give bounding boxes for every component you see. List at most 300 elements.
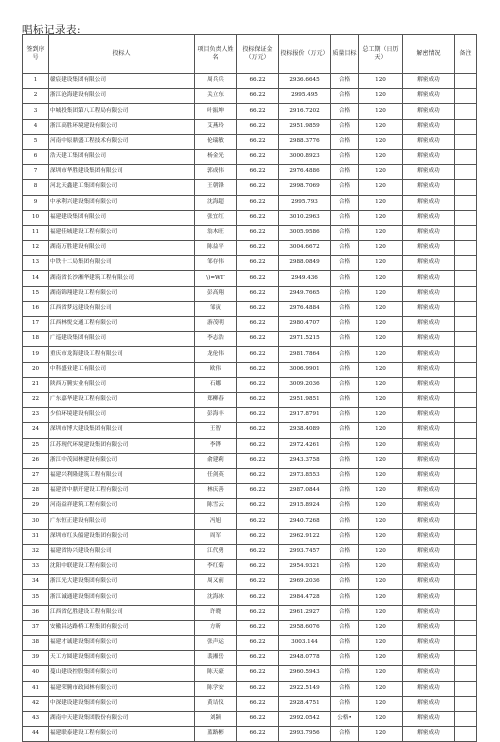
- note-cell: [455, 301, 477, 316]
- note-cell: [455, 575, 477, 590]
- decrypt-cell: 解密成功: [403, 711, 455, 726]
- table-row: [23, 651, 477, 666]
- seq-cell: 24: [23, 423, 49, 438]
- note-cell: [455, 149, 477, 164]
- quality-cell: 合格: [331, 377, 359, 392]
- bidder-cell: 赣宸建设集团有限公司: [49, 74, 195, 89]
- bidder-cell: 中科盛业建工有限公司: [49, 362, 195, 377]
- price-cell: 2981.7864: [279, 347, 331, 362]
- decrypt-cell: 解密成功: [403, 256, 455, 271]
- manager-cell: 江代勇: [195, 544, 237, 559]
- header-duration: 总工期（日历天）: [359, 35, 403, 74]
- decrypt-cell: 解密成功: [403, 195, 455, 210]
- manager-cell: 郑柳春: [195, 392, 237, 407]
- duration-cell: 120: [359, 74, 403, 89]
- seq-cell: 37: [23, 620, 49, 635]
- manager-cell: 游茂明: [195, 317, 237, 332]
- deposit-cell: 66.22: [237, 165, 279, 180]
- decrypt-cell: 解密成功: [403, 635, 455, 650]
- seq-cell: 43: [23, 711, 49, 726]
- seq-cell: 3: [23, 104, 49, 119]
- quality-cell: 合格: [331, 392, 359, 407]
- deposit-cell: 66.22: [237, 317, 279, 332]
- manager-cell: 刘颍: [195, 711, 237, 726]
- price-cell: 2922.5149: [279, 681, 331, 696]
- table-row: [23, 74, 477, 89]
- price-cell: 2976.4886: [279, 165, 331, 180]
- seq-cell: 18: [23, 332, 49, 347]
- table-row: [23, 423, 477, 438]
- price-cell: 2984.4728: [279, 590, 331, 605]
- price-cell: 2951.9859: [279, 119, 331, 134]
- deposit-cell: 66.22: [237, 453, 279, 468]
- seq-cell: 15: [23, 286, 49, 301]
- table-row: [23, 149, 477, 164]
- decrypt-cell: 解密成功: [403, 134, 455, 149]
- quality-cell: 合格: [331, 681, 359, 696]
- price-cell: 3009.2036: [279, 377, 331, 392]
- price-cell: 2976.4884: [279, 301, 331, 316]
- deposit-cell: 66.22: [237, 529, 279, 544]
- duration-cell: 120: [359, 560, 403, 575]
- quality-cell: 合格: [331, 317, 359, 332]
- decrypt-cell: 解密成功: [403, 408, 455, 423]
- seq-cell: 17: [23, 317, 49, 332]
- quality-cell: 合格: [331, 362, 359, 377]
- note-cell: [455, 392, 477, 407]
- decrypt-cell: 解密成功: [403, 149, 455, 164]
- deposit-cell: 66.22: [237, 362, 279, 377]
- table-row: [23, 392, 477, 407]
- note-cell: [455, 423, 477, 438]
- duration-cell: 120: [359, 590, 403, 605]
- note-cell: [455, 317, 477, 332]
- seq-cell: 11: [23, 225, 49, 240]
- duration-cell: 120: [359, 620, 403, 635]
- manager-cell: 龙伦伟: [195, 347, 237, 362]
- header-bidder: 投标人: [49, 35, 195, 74]
- manager-cell: 任剑英: [195, 468, 237, 483]
- quality-cell: 合格: [331, 104, 359, 119]
- duration-cell: 120: [359, 408, 403, 423]
- deposit-cell: 66.22: [237, 89, 279, 104]
- deposit-cell: 66.22: [237, 681, 279, 696]
- decrypt-cell: 解密成功: [403, 210, 455, 225]
- seq-cell: 14: [23, 271, 49, 286]
- duration-cell: 120: [359, 89, 403, 104]
- duration-cell: 120: [359, 727, 403, 742]
- decrypt-cell: 解密成功: [403, 271, 455, 286]
- decrypt-cell: 解密成功: [403, 347, 455, 362]
- table-row: [23, 119, 477, 134]
- deposit-cell: 66.22: [237, 119, 279, 134]
- note-cell: [455, 210, 477, 225]
- duration-cell: 120: [359, 180, 403, 195]
- table-row: [23, 104, 477, 119]
- bidder-cell: 福建建设集团有限公司: [49, 210, 195, 225]
- duration-cell: 120: [359, 468, 403, 483]
- bidder-cell: 浙江诚通建设集团有限公司: [49, 590, 195, 605]
- table-row: [23, 590, 477, 605]
- bidder-cell: 湖南省长沙湘华建筑工程有限公司: [49, 271, 195, 286]
- quality-cell: 合格: [331, 499, 359, 514]
- price-cell: 2916.7202: [279, 104, 331, 119]
- price-cell: 2988.0849: [279, 256, 331, 271]
- note-cell: [455, 347, 477, 362]
- duration-cell: 120: [359, 104, 403, 119]
- duration-cell: 120: [359, 681, 403, 696]
- table-row: [23, 635, 477, 650]
- seq-cell: 30: [23, 514, 49, 529]
- table-row: [23, 271, 477, 286]
- bidder-cell: 广巡建设集团有限公司: [49, 332, 195, 347]
- note-cell: [455, 468, 477, 483]
- note-cell: [455, 332, 477, 347]
- decrypt-cell: 解密成功: [403, 590, 455, 605]
- manager-cell: 邹存伟: [195, 256, 237, 271]
- manager-cell: 郭成伟: [195, 165, 237, 180]
- price-cell: 2928.4751: [279, 696, 331, 711]
- price-cell: 3003.144: [279, 635, 331, 650]
- manager-cell: 欧伟: [195, 362, 237, 377]
- manager-cell: 周军: [195, 529, 237, 544]
- duration-cell: 120: [359, 605, 403, 620]
- note-cell: [455, 225, 477, 240]
- bidder-cell: 安徽昌达路桥工程集团有限公司: [49, 620, 195, 635]
- quality-cell: 合格: [331, 180, 359, 195]
- decrypt-cell: 解密成功: [403, 317, 455, 332]
- table-header-row: [23, 35, 477, 74]
- duration-cell: 120: [359, 362, 403, 377]
- table-row: [23, 666, 477, 681]
- quality-cell: 合格: [331, 575, 359, 590]
- price-cell: 2993.7956: [279, 727, 331, 742]
- deposit-cell: 66.22: [237, 484, 279, 499]
- quality-cell: 合格: [331, 286, 359, 301]
- quality-cell: 公格•: [331, 711, 359, 726]
- bidder-cell: 江西林悦交通工程有限公司: [49, 317, 195, 332]
- duration-cell: 120: [359, 392, 403, 407]
- duration-cell: 120: [359, 195, 403, 210]
- manager-cell: 石娜: [195, 377, 237, 392]
- bidder-cell: 中铁十二局集团有限公司: [49, 256, 195, 271]
- deposit-cell: 66.22: [237, 711, 279, 726]
- duration-cell: 120: [359, 241, 403, 256]
- deposit-cell: 66.22: [237, 104, 279, 119]
- seq-cell: 2: [23, 89, 49, 104]
- price-cell: 3010.2963: [279, 210, 331, 225]
- manager-cell: 彭高翔: [195, 286, 237, 301]
- decrypt-cell: 解密成功: [403, 605, 455, 620]
- price-cell: 2971.5215: [279, 332, 331, 347]
- quality-cell: 合格: [331, 119, 359, 134]
- table-body: [23, 74, 477, 742]
- decrypt-cell: 解密成功: [403, 119, 455, 134]
- deposit-cell: 66.22: [237, 696, 279, 711]
- quality-cell: 合格: [331, 210, 359, 225]
- seq-cell: 44: [23, 727, 49, 742]
- duration-cell: 120: [359, 484, 403, 499]
- seq-cell: 9: [23, 195, 49, 210]
- quality-cell: 合格: [331, 271, 359, 286]
- seq-cell: 16: [23, 301, 49, 316]
- manager-cell: 李铧: [195, 438, 237, 453]
- seq-cell: 20: [23, 362, 49, 377]
- bidder-cell: 浩天建工集团有限公司: [49, 149, 195, 164]
- table-row: [23, 286, 477, 301]
- bidder-cell: 陕西万腾实业有限公司: [49, 377, 195, 392]
- manager-cell: 张声运: [195, 635, 237, 650]
- manager-cell: 李红菊: [195, 560, 237, 575]
- bidder-cell: 沈阳中联建设工程有限公司: [49, 560, 195, 575]
- duration-cell: 120: [359, 514, 403, 529]
- seq-cell: 1: [23, 74, 49, 89]
- price-cell: 3004.6672: [279, 241, 331, 256]
- bidder-cell: 中深建设建设集团有限公司: [49, 696, 195, 711]
- note-cell: [455, 271, 477, 286]
- header-price: 投标报价（万元）: [279, 35, 331, 74]
- duration-cell: 120: [359, 423, 403, 438]
- decrypt-cell: 解密成功: [403, 560, 455, 575]
- deposit-cell: 66.22: [237, 180, 279, 195]
- duration-cell: 120: [359, 575, 403, 590]
- duration-cell: 120: [359, 301, 403, 316]
- manager-cell: \)=WΓ: [195, 271, 237, 286]
- note-cell: [455, 165, 477, 180]
- table-row: [23, 438, 477, 453]
- quality-cell: 合格: [331, 301, 359, 316]
- duration-cell: 120: [359, 453, 403, 468]
- manager-cell: 裴湘岳: [195, 651, 237, 666]
- price-cell: 2969.2036: [279, 575, 331, 590]
- decrypt-cell: 解密成功: [403, 180, 455, 195]
- bidder-cell: 福建才诚建设集团有限公司: [49, 635, 195, 650]
- table-row: [23, 696, 477, 711]
- price-cell: 2949.436: [279, 271, 331, 286]
- table-row: [23, 681, 477, 696]
- table-row: [23, 711, 477, 726]
- manager-cell: 翁木旺: [195, 225, 237, 240]
- quality-cell: 合格: [331, 651, 359, 666]
- seq-cell: 40: [23, 666, 49, 681]
- manager-cell: 陈雪云: [195, 499, 237, 514]
- quality-cell: 合格: [331, 134, 359, 149]
- quality-cell: 合格: [331, 620, 359, 635]
- deposit-cell: 66.22: [237, 575, 279, 590]
- header-seq: 签到序号: [23, 35, 49, 74]
- duration-cell: 120: [359, 711, 403, 726]
- table-row: [23, 514, 477, 529]
- seq-cell: 34: [23, 575, 49, 590]
- price-cell: 2949.7665: [279, 286, 331, 301]
- bidder-cell: 天工方圆建设集团有限公司: [49, 651, 195, 666]
- header-note: 备注: [455, 35, 477, 74]
- bidder-cell: 福建荣腾市政园林有限公司: [49, 681, 195, 696]
- deposit-cell: 66.22: [237, 651, 279, 666]
- quality-cell: 合格: [331, 225, 359, 240]
- note-cell: [455, 256, 477, 271]
- seq-cell: 36: [23, 605, 49, 620]
- price-cell: 2961.2927: [279, 605, 331, 620]
- seq-cell: 31: [23, 529, 49, 544]
- table-row: [23, 134, 477, 149]
- price-cell: 2962.9122: [279, 529, 331, 544]
- decrypt-cell: 解密成功: [403, 74, 455, 89]
- price-cell: 2972.4261: [279, 438, 331, 453]
- table-row: [23, 301, 477, 316]
- decrypt-cell: 解密成功: [403, 225, 455, 240]
- table-row: [23, 575, 477, 590]
- deposit-cell: 66.22: [237, 347, 279, 362]
- duration-cell: 120: [359, 544, 403, 559]
- deposit-cell: 66.22: [237, 408, 279, 423]
- table-row: [23, 347, 477, 362]
- bidder-cell: 江西省亿胜建设工程有限公司: [49, 605, 195, 620]
- table-row: [23, 544, 477, 559]
- note-cell: [455, 514, 477, 529]
- deposit-cell: 66.22: [237, 438, 279, 453]
- duration-cell: 120: [359, 119, 403, 134]
- note-cell: [455, 195, 477, 210]
- decrypt-cell: 解密成功: [403, 377, 455, 392]
- duration-cell: 120: [359, 225, 403, 240]
- decrypt-cell: 解密成功: [403, 499, 455, 514]
- note-cell: [455, 104, 477, 119]
- bidder-cell: 浙江光大建设集团有限公司: [49, 575, 195, 590]
- quality-cell: 合格: [331, 438, 359, 453]
- price-cell: 2960.5943: [279, 666, 331, 681]
- price-cell: 2958.6076: [279, 620, 331, 635]
- duration-cell: 120: [359, 651, 403, 666]
- manager-cell: 沈海超: [195, 195, 237, 210]
- price-cell: 2993.7457: [279, 544, 331, 559]
- price-cell: 2936.6645: [279, 74, 331, 89]
- table-row: [23, 408, 477, 423]
- bidder-cell: 重庆市龙海建设工程有限公司: [49, 347, 195, 362]
- note-cell: [455, 635, 477, 650]
- seq-cell: 5: [23, 134, 49, 149]
- deposit-cell: 66.22: [237, 514, 279, 529]
- seq-cell: 42: [23, 696, 49, 711]
- bidder-cell: 深圳市博大建设集团有限公司: [49, 423, 195, 438]
- decrypt-cell: 解密成功: [403, 696, 455, 711]
- note-cell: [455, 560, 477, 575]
- price-cell: 2995.793: [279, 195, 331, 210]
- table-row: [23, 529, 477, 544]
- deposit-cell: 66.22: [237, 635, 279, 650]
- seq-cell: 38: [23, 635, 49, 650]
- deposit-cell: 66.22: [237, 271, 279, 286]
- seq-cell: 25: [23, 438, 49, 453]
- price-cell: 2917.8791: [279, 408, 331, 423]
- deposit-cell: 66.22: [237, 499, 279, 514]
- header-deposit: 投标保证金（万元）: [237, 35, 279, 74]
- bidder-cell: 深圳市华胜建设集团有限公司: [49, 165, 195, 180]
- deposit-cell: 66.22: [237, 392, 279, 407]
- quality-cell: 合格: [331, 529, 359, 544]
- manager-cell: 冯旭: [195, 514, 237, 529]
- deposit-cell: 66.22: [237, 195, 279, 210]
- table-row: [23, 180, 477, 195]
- quality-cell: 合格: [331, 468, 359, 483]
- duration-cell: 120: [359, 256, 403, 271]
- quality-cell: 合格: [331, 332, 359, 347]
- price-cell: 2988.3776: [279, 134, 331, 149]
- manager-cell: 周又前: [195, 575, 237, 590]
- duration-cell: 120: [359, 134, 403, 149]
- table-row: [23, 362, 477, 377]
- note-cell: [455, 74, 477, 89]
- table-row: [23, 605, 477, 620]
- manager-cell: 王智: [195, 423, 237, 438]
- bidder-cell: 浙江沧海建设有限公司: [49, 89, 195, 104]
- note-cell: [455, 438, 477, 453]
- quality-cell: 合格: [331, 453, 359, 468]
- price-cell: 2940.7268: [279, 514, 331, 529]
- table-row: [23, 499, 477, 514]
- deposit-cell: 66.22: [237, 149, 279, 164]
- note-cell: [455, 286, 477, 301]
- price-cell: 2938.4089: [279, 423, 331, 438]
- deposit-cell: 66.22: [237, 590, 279, 605]
- decrypt-cell: 解密成功: [403, 575, 455, 590]
- bidder-cell: 浙江中茂园林建设有限公司: [49, 453, 195, 468]
- table-row: [23, 89, 477, 104]
- bidder-cell: 浙江高胜环境建设有限公司: [49, 119, 195, 134]
- deposit-cell: 66.22: [237, 74, 279, 89]
- bidder-cell: 广东嘉华建设工程有限公司: [49, 392, 195, 407]
- note-cell: [455, 362, 477, 377]
- note-cell: [455, 499, 477, 514]
- manager-cell: 黄诘仪: [195, 696, 237, 711]
- quality-cell: 合格: [331, 696, 359, 711]
- manager-cell: 邹寅: [195, 301, 237, 316]
- header-decrypt: 解密情况: [403, 35, 455, 74]
- duration-cell: 120: [359, 635, 403, 650]
- quality-cell: 合格: [331, 165, 359, 180]
- decrypt-cell: 解密成功: [403, 666, 455, 681]
- header-quality: 质量目标: [331, 35, 359, 74]
- decrypt-cell: 解密成功: [403, 514, 455, 529]
- seq-cell: 23: [23, 408, 49, 423]
- manager-cell: 沈海冰: [195, 590, 237, 605]
- quality-cell: 合格: [331, 423, 359, 438]
- note-cell: [455, 590, 477, 605]
- price-cell: 2980.4707: [279, 317, 331, 332]
- manager-cell: 陈天豪: [195, 666, 237, 681]
- manager-cell: 杨金光: [195, 149, 237, 164]
- note-cell: [455, 241, 477, 256]
- price-cell: 2943.3758: [279, 453, 331, 468]
- seq-cell: 26: [23, 453, 49, 468]
- quality-cell: 合格: [331, 89, 359, 104]
- note-cell: [455, 696, 477, 711]
- price-cell: 2992.0542: [279, 711, 331, 726]
- note-cell: [455, 529, 477, 544]
- manager-cell: 周兵兵: [195, 74, 237, 89]
- note-cell: [455, 666, 477, 681]
- quality-cell: 合格: [331, 484, 359, 499]
- deposit-cell: 66.22: [237, 727, 279, 742]
- header-manager: 项目负责人姓名: [195, 35, 237, 74]
- deposit-cell: 66.22: [237, 560, 279, 575]
- note-cell: [455, 408, 477, 423]
- price-cell: 2954.9321: [279, 560, 331, 575]
- seq-cell: 7: [23, 165, 49, 180]
- seq-cell: 29: [23, 499, 49, 514]
- decrypt-cell: 解密成功: [403, 484, 455, 499]
- bidder-cell: 湖南万胜建设有限公司: [49, 241, 195, 256]
